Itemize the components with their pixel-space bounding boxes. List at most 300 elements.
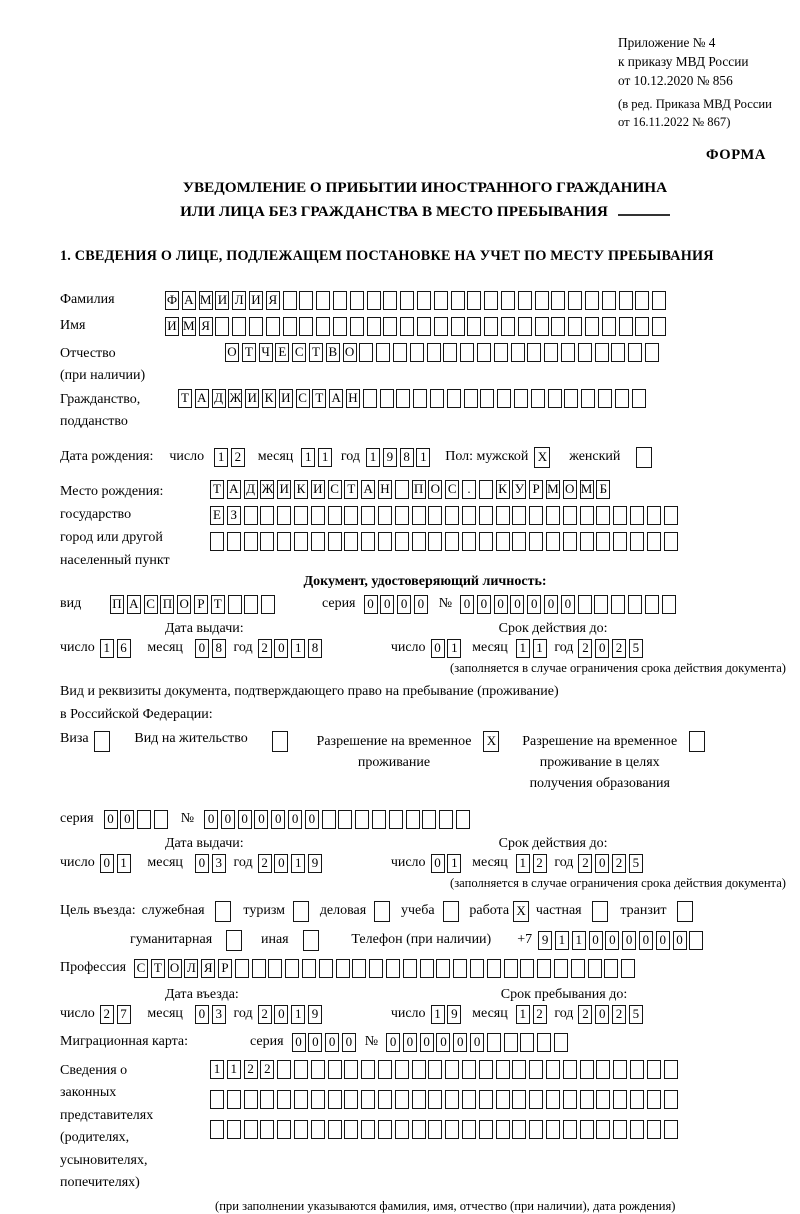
form-cell (512, 1090, 526, 1109)
form-cell: 2 (578, 854, 592, 873)
form-cell (632, 389, 646, 408)
form-cell: 2 (612, 854, 626, 873)
form-cell (376, 343, 390, 362)
form-cell (210, 532, 224, 551)
form-cell (647, 506, 661, 525)
form-cell (496, 532, 510, 551)
form-cell: 0 (195, 639, 209, 658)
year-label: год (233, 855, 253, 870)
form-cell: 2 (533, 854, 547, 873)
doc-series-label: серия (321, 596, 356, 611)
day-label: число (390, 1006, 426, 1021)
form-cell (628, 343, 642, 362)
form-cell (585, 317, 599, 336)
form-cell (361, 1060, 375, 1079)
form-cell: 0 (622, 931, 636, 950)
form-cell (571, 959, 585, 978)
day-label: число (60, 1006, 95, 1021)
month-label: месяц (257, 449, 294, 464)
form-cell (336, 959, 350, 978)
form-cell: 3 (212, 1005, 226, 1024)
purpose-private-label: частная (535, 903, 582, 918)
form-cell (619, 291, 633, 310)
rvp-edu-checkbox (689, 731, 708, 752)
purpose-private-checkbox (592, 901, 611, 922)
form-cell (563, 506, 577, 525)
section1-heading: 1. СВЕДЕНИЯ О ЛИЦЕ, ПОДЛЕЖАЩЕМ ПОСТАНОВКЕ НА УЧЕТ ПО МЕСТУ ПРЕБЫВАНИЯ (60, 247, 714, 264)
form-cell: 5 (629, 1005, 643, 1024)
form-cell (496, 1060, 510, 1079)
form-cell (630, 1120, 644, 1139)
form-cell (363, 389, 377, 408)
form-cell: 5 (629, 854, 643, 873)
stay-valid-day-cells (431, 854, 465, 873)
form-cell (372, 810, 386, 829)
form-cell: 0 (673, 931, 687, 950)
form-cell: 0 (342, 1033, 356, 1052)
form-cell (451, 291, 465, 310)
form-cell: 0 (380, 595, 394, 614)
form-cell: 2 (533, 1005, 547, 1024)
surname-cells (165, 291, 669, 310)
form-cell (595, 343, 609, 362)
form-cell: 0 (527, 595, 541, 614)
form-cell (662, 595, 676, 614)
form-cell: 1 (533, 639, 547, 658)
form-cell: Ч (259, 343, 273, 362)
form-cell: 0 (561, 595, 575, 614)
form-cell (520, 959, 534, 978)
entry-date-headers (60, 987, 790, 1003)
form-cell: А (195, 389, 209, 408)
form-cell: 2 (231, 448, 245, 467)
form-cell (361, 1120, 375, 1139)
form-cell (520, 1033, 534, 1052)
purpose-humanitarian-checkbox (226, 930, 245, 951)
form-cell: 0 (292, 1033, 306, 1052)
form-cell (383, 291, 397, 310)
form-cell (613, 1120, 627, 1139)
form-cell: . (462, 480, 476, 499)
form-cell (613, 1060, 627, 1079)
form-cell: 0 (639, 931, 653, 950)
form-cell (244, 532, 258, 551)
sex-female-checkbox (636, 447, 655, 468)
form-cell (260, 532, 274, 551)
stay-valid-note: (заполняется в случае ограничения срока действия документа) (450, 875, 786, 890)
form-cell (456, 810, 470, 829)
form-cell (512, 532, 526, 551)
form-cell: Т (344, 480, 358, 499)
form-cell: О (563, 480, 577, 499)
form-cell (311, 1120, 325, 1139)
rep-row3-cells (210, 1120, 680, 1139)
form-cell (395, 1090, 409, 1109)
month-label: месяц (472, 1006, 508, 1021)
form-cell (283, 291, 297, 310)
form-cell: Т (312, 389, 326, 408)
form-cell (531, 389, 545, 408)
form-cell (400, 317, 414, 336)
form-cell (316, 291, 330, 310)
form-cell: 8 (308, 639, 322, 658)
form-cell (294, 1060, 308, 1079)
form-cell (546, 1090, 560, 1109)
form-cell (412, 1060, 426, 1079)
mig-number-label: № (364, 1034, 379, 1049)
title-line1: УВЕДОМЛЕНИЕ О ПРИБЫТИИ ИНОСТРАННОГО ГРАЖДАНИНА (182, 179, 668, 197)
form-cell (484, 317, 498, 336)
form-cell (378, 506, 392, 525)
birth-month-cells (301, 448, 335, 467)
form-cell (512, 1120, 526, 1139)
form-cell (664, 1060, 678, 1079)
citizenship-label: Гражданство, подданство (60, 391, 141, 429)
form-cell (504, 959, 518, 978)
form-cell (378, 1120, 392, 1139)
form-cell: 0 (605, 931, 619, 950)
form-cell (563, 1090, 577, 1109)
form-cell (311, 1090, 325, 1109)
purpose-humanitarian-label: гуманитарная (130, 932, 213, 947)
form-cell (529, 1090, 543, 1109)
form-cell (400, 291, 414, 310)
form-cell (445, 506, 459, 525)
form-cell (496, 1120, 510, 1139)
form-cell: Л (232, 291, 246, 310)
stay-number-cells (204, 810, 473, 829)
form-cell (232, 317, 246, 336)
form-cell (378, 1090, 392, 1109)
form-cell (594, 595, 608, 614)
form-cell: Е (210, 506, 224, 525)
form-cell: 0 (431, 639, 445, 658)
form-cell: 0 (274, 639, 288, 658)
form-cell: 1 (366, 448, 380, 467)
entry-month-cells (195, 1005, 229, 1024)
form-cell: А (329, 389, 343, 408)
form-cell: 1 (117, 854, 131, 873)
form-cell (227, 1090, 241, 1109)
form-cell (518, 317, 532, 336)
form-cell (602, 317, 616, 336)
doc-number-label: № (438, 596, 453, 611)
form-cell (460, 343, 474, 362)
form-cell: М (182, 317, 196, 336)
form-cell (277, 1060, 291, 1079)
form-cell: 0 (325, 1033, 339, 1052)
form-cell (395, 480, 409, 499)
purpose-business-label: деловая (319, 903, 367, 918)
form-cell (302, 959, 316, 978)
form-cell (585, 291, 599, 310)
form-cell: 0 (238, 810, 252, 829)
form-cell (596, 1090, 610, 1109)
form-cell: А (361, 480, 375, 499)
form-cell: 2 (244, 1060, 258, 1079)
form-cell: 0 (195, 854, 209, 873)
form-cell: 0 (397, 595, 411, 614)
form-cell (378, 1060, 392, 1079)
day-label: число (390, 855, 426, 870)
form-cell: 9 (538, 931, 552, 950)
phone-prefix: +7 (517, 932, 533, 947)
form-cell: 1 (318, 448, 332, 467)
form-cell (235, 959, 249, 978)
form-cell (564, 389, 578, 408)
form-cell: С (134, 959, 148, 978)
residence-permit-checkbox (272, 731, 291, 752)
form-cell: 0 (589, 931, 603, 950)
month-label: месяц (472, 640, 508, 655)
form-cell (277, 1090, 291, 1109)
form-cell (277, 532, 291, 551)
form-cell (252, 959, 266, 978)
form-cell: 2 (260, 1060, 274, 1079)
form-cell: М (546, 480, 560, 499)
purpose-official-label: служебная (141, 903, 205, 918)
ref-line-3: от 10.12.2020 № 856 (618, 72, 733, 88)
form-cell (635, 317, 649, 336)
purpose-work-label: работа (469, 903, 510, 918)
phone-cells (538, 931, 706, 950)
form-cell (428, 1120, 442, 1139)
form-cell (417, 317, 431, 336)
form-cell (563, 1120, 577, 1139)
form-cell (333, 291, 347, 310)
form-cell (328, 1090, 342, 1109)
form-cell (512, 506, 526, 525)
form-cell (439, 810, 453, 829)
form-cell (266, 317, 280, 336)
form-cell: З (227, 506, 241, 525)
form-cell (328, 1120, 342, 1139)
form-cell: 0 (470, 1033, 484, 1052)
form-cell (395, 1060, 409, 1079)
form-cell (647, 1090, 661, 1109)
form-cell (580, 1090, 594, 1109)
form-cell: 0 (595, 639, 609, 658)
form-title (60, 176, 790, 223)
form-cell (647, 532, 661, 551)
form-cell (529, 532, 543, 551)
form-cell (554, 1033, 568, 1052)
form-cell: Т (211, 595, 225, 614)
form-cell (546, 506, 560, 525)
form-cell (396, 389, 410, 408)
form-cell: А (227, 480, 241, 499)
form-cell: 0 (431, 854, 445, 873)
ref-line-4: (в ред. Приказа МВД России (618, 96, 772, 111)
doc-kind-cells (110, 595, 278, 614)
purpose-other-checkbox (303, 930, 322, 951)
form-cell: М (199, 291, 213, 310)
form-cell: 1 (516, 639, 530, 658)
form-cell (537, 959, 551, 978)
form-cell: 0 (288, 810, 302, 829)
form-cell: 0 (453, 1033, 467, 1052)
form-cell: Р (529, 480, 543, 499)
form-cell (226, 930, 242, 951)
stay-date-headers (60, 836, 790, 852)
patronymic-label: Отчество (при наличии) (60, 345, 146, 383)
form-cell (361, 532, 375, 551)
birthplace-cells (210, 480, 680, 551)
form-cell: Т (242, 343, 256, 362)
form-cell (389, 810, 403, 829)
form-cell (344, 1060, 358, 1079)
birthplace-block (60, 480, 790, 572)
form-cell: 0 (254, 810, 268, 829)
form-cell: А (127, 595, 141, 614)
form-cell (467, 317, 481, 336)
form-cell (350, 291, 364, 310)
form-cell (477, 343, 491, 362)
form-cell: 5 (629, 639, 643, 658)
form-cell (293, 901, 309, 922)
form-cell: К (496, 480, 510, 499)
form-cell: Р (194, 595, 208, 614)
form-cell (227, 1120, 241, 1139)
form-cell: 2 (258, 1005, 272, 1024)
form-cell (316, 317, 330, 336)
form-cell (428, 1090, 442, 1109)
name-row (60, 317, 790, 336)
form-cell (514, 389, 528, 408)
form-cell (462, 532, 476, 551)
form-cell: 1 (431, 1005, 445, 1024)
forma-label: ФОРМА (705, 147, 766, 164)
birthplace-row1-cells (210, 480, 680, 499)
form-cell (636, 447, 652, 468)
form-cell (546, 1060, 560, 1079)
stay-series-label: серия (60, 811, 94, 826)
form-cell: В (326, 343, 340, 362)
form-cell: 9 (383, 448, 397, 467)
form-cell: Т (309, 343, 323, 362)
form-cell: 0 (477, 595, 491, 614)
year-label: год (554, 855, 574, 870)
form-cell: С (144, 595, 158, 614)
form-cell (393, 343, 407, 362)
doc-dates-row (60, 639, 790, 658)
patronymic-cells (225, 343, 662, 362)
form-cell (244, 1090, 258, 1109)
form-cell (268, 959, 282, 978)
form-cell (311, 506, 325, 525)
phone-label: Телефон (при наличии) (351, 932, 492, 947)
year-label: год (233, 1006, 253, 1021)
form-cell (410, 343, 424, 362)
form-cell (359, 343, 373, 362)
form-cell: 2 (612, 639, 626, 658)
form-cell (568, 291, 582, 310)
form-cell (689, 931, 703, 950)
form-cell (596, 1120, 610, 1139)
form-cell (598, 389, 612, 408)
form-cell (645, 595, 659, 614)
visa-label: Виза (60, 730, 89, 746)
profession-cells (134, 959, 638, 978)
doc-valid-day-cells (431, 639, 465, 658)
form-cell: 0 (104, 810, 118, 829)
form-cell (395, 532, 409, 551)
purpose-transit-label: транзит (620, 903, 667, 918)
form-cell: Н (378, 480, 392, 499)
form-cell (374, 901, 390, 922)
birthplace-row2-cells (210, 506, 680, 525)
form-cell (244, 1120, 258, 1139)
form-cell: 0 (100, 854, 114, 873)
form-cell: 0 (420, 1033, 434, 1052)
form-cell: К (262, 389, 276, 408)
form-cell (537, 1033, 551, 1052)
form-cell (328, 1060, 342, 1079)
form-cell (592, 901, 608, 922)
year-label: год (233, 640, 253, 655)
year-label: год (340, 449, 361, 464)
form-cell (548, 389, 562, 408)
form-cell (497, 389, 511, 408)
form-cell: 0 (204, 810, 218, 829)
form-cell (227, 532, 241, 551)
doc-valid-header: Срок действия до: (498, 620, 608, 636)
form-cell (484, 291, 498, 310)
form-cell (479, 1060, 493, 1079)
purpose-study-label: учеба (401, 903, 435, 918)
form-cell (689, 731, 705, 752)
form-cell: 1 (291, 639, 305, 658)
form-cell (311, 1060, 325, 1079)
form-cell: 1 (447, 639, 461, 658)
form-cell: 9 (308, 854, 322, 873)
form-cell (350, 317, 364, 336)
residence-permit-label: Вид на жительство (134, 730, 248, 746)
form-cell (462, 506, 476, 525)
form-cell (652, 317, 666, 336)
form-cell: 0 (510, 595, 524, 614)
form-cell: 2 (258, 639, 272, 658)
form-cell (613, 506, 627, 525)
migration-card-row (60, 1033, 790, 1052)
form-cell (319, 959, 333, 978)
form-cell (344, 1090, 358, 1109)
form-cell (596, 1060, 610, 1079)
form-cell (285, 959, 299, 978)
form-cell (588, 959, 602, 978)
day-label: число (60, 855, 95, 870)
form-cell (496, 1090, 510, 1109)
staydoc-series-row (60, 810, 790, 829)
doc-issue-year-cells (258, 639, 325, 658)
form-cell: 9 (447, 1005, 461, 1024)
form-cell: С (445, 480, 459, 499)
form-cell (244, 506, 258, 525)
iddoc-row (60, 595, 790, 614)
form-cell (328, 532, 342, 551)
form-cell: 2 (578, 1005, 592, 1024)
form-cell (580, 1120, 594, 1139)
form-cell: 0 (274, 1005, 288, 1024)
form-cell (344, 506, 358, 525)
form-cell (677, 901, 693, 922)
form-cell (664, 1120, 678, 1139)
form-cell (344, 1120, 358, 1139)
mig-number-cells (386, 1033, 571, 1052)
form-cell (361, 506, 375, 525)
form-cell: Т (210, 480, 224, 499)
form-cell: 7 (117, 1005, 131, 1024)
